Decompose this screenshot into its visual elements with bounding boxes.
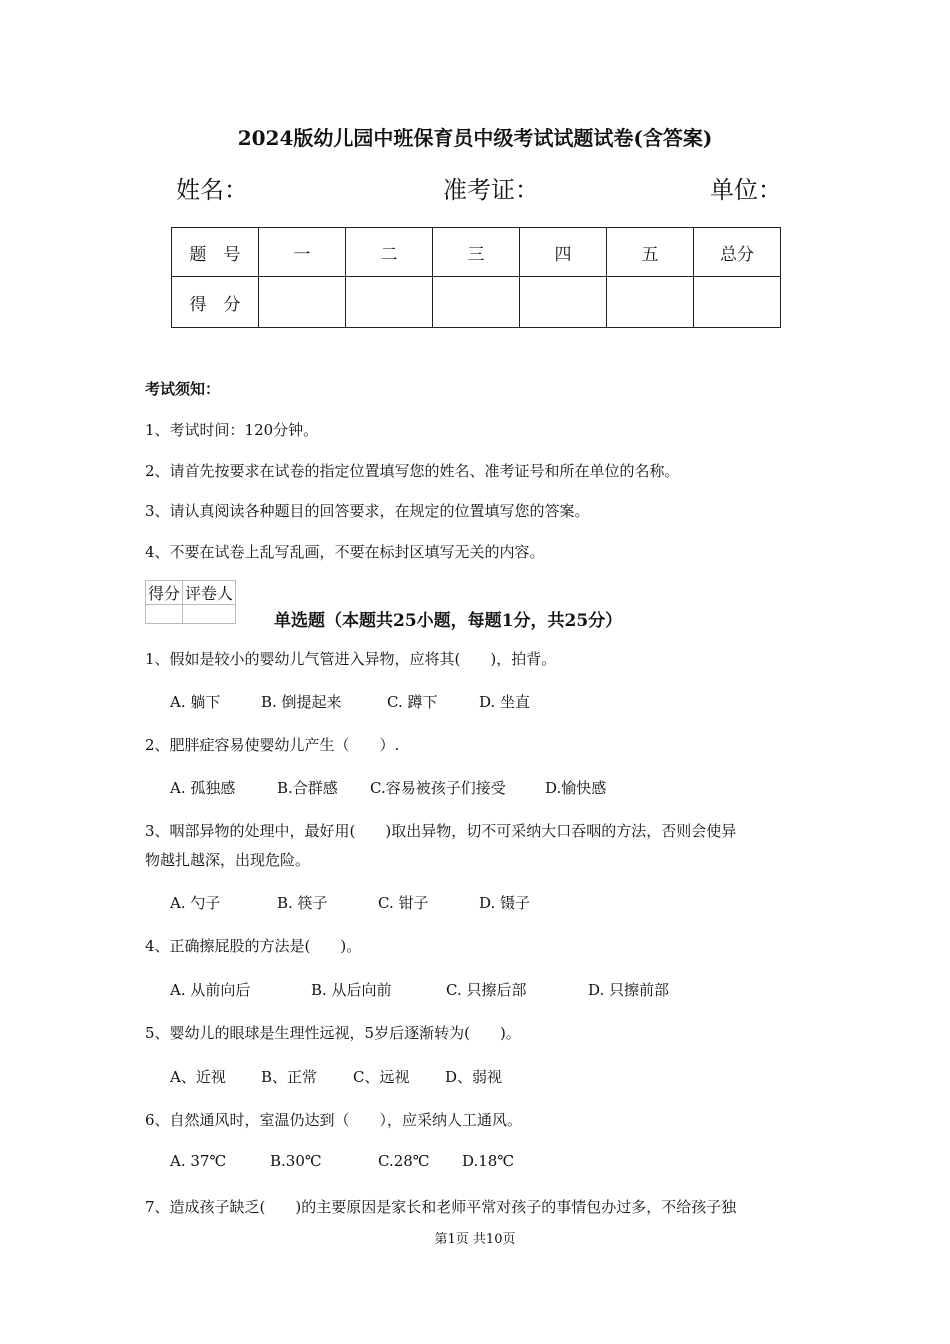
question-option: B. 倒提起来: [261, 693, 342, 711]
notice-title: 考试须知：: [145, 380, 221, 398]
question-option: B.30℃: [270, 1152, 322, 1170]
grader-name-cell: [183, 605, 236, 624]
question-option: C. 只擦后部: [446, 981, 527, 999]
question-option: A. 37℃: [170, 1152, 227, 1170]
score-table: [171, 227, 781, 328]
score-cell: [259, 277, 346, 328]
notice-item: 4、不要在试卷上乱写乱画，不要在标封区填写无关的内容。: [145, 543, 545, 561]
score-cell: [433, 277, 520, 328]
question-option: D. 镊子: [479, 894, 531, 912]
question-option: C. 蹲下: [387, 693, 438, 711]
question-option: A. 孤独感: [170, 779, 236, 797]
notice-item: 1、考试时间：120分钟。: [145, 421, 319, 439]
question-option: B. 从后向前: [311, 981, 392, 999]
page-footer: 第1页 共10页: [434, 1232, 516, 1247]
score-cell: [607, 277, 694, 328]
score-table-header-cell: 二: [346, 228, 433, 277]
question-text: 1、假如是较小的婴幼儿气管进入异物，应将其( )，拍背。: [145, 650, 557, 668]
question-option: C.容易被孩子们接受: [370, 779, 506, 797]
score-table-header-cell: 四: [520, 228, 607, 277]
question-option: A、近视: [170, 1068, 226, 1086]
score-table-score-row: [172, 277, 781, 328]
document-title: 2024版幼儿园中班保育员中级考试试题试卷(含答案): [237, 126, 713, 150]
question-option: D.18℃: [462, 1152, 515, 1170]
question-option: B. 筷子: [277, 894, 328, 912]
grader-score-cell: [146, 605, 183, 624]
score-table-header-cell: 题 号: [172, 228, 259, 277]
notice-item: 3、请认真阅读各种题目的回答要求，在规定的位置填写您的答案。: [145, 502, 590, 520]
score-row-label: 得 分: [172, 277, 259, 328]
question-option: D.愉快感: [545, 779, 607, 797]
score-table-header-cell: 总分: [694, 228, 781, 277]
unit-field-label: 单位：: [710, 176, 782, 204]
score-table-header-cell: 一: [259, 228, 346, 277]
score-table-header-cell: 三: [433, 228, 520, 277]
question-option: D、弱视: [445, 1068, 503, 1086]
question-option: C、远视: [353, 1068, 410, 1086]
exam-number-field-label: 准考证：: [443, 176, 539, 204]
question-text: 5、婴幼儿的眼球是生理性远视，5岁后逐渐转为( )。: [145, 1024, 521, 1042]
question-option: A. 躺下: [170, 693, 221, 711]
score-cell: [694, 277, 781, 328]
grader-box: [145, 580, 236, 624]
section-title: 单选题（本题共25小题，每题1分，共25分）: [274, 611, 623, 631]
question-text: 4、正确擦屁股的方法是( )。: [145, 937, 362, 955]
question-option: D. 只擦前部: [588, 981, 670, 999]
grader-score-label: 得分: [146, 581, 183, 605]
question-text: 2、肥胖症容易使婴幼儿产生（ ）.: [145, 736, 400, 754]
question-option: C. 钳子: [378, 894, 429, 912]
score-table-header-row: [172, 228, 781, 277]
score-table-header-cell: 五: [607, 228, 694, 277]
question-option: A. 从前向后: [170, 981, 251, 999]
question-text: 6、自然通风时，室温仍达到（ ），应采纳人工通风。: [145, 1111, 523, 1129]
question-option: C.28℃: [378, 1152, 430, 1170]
question-option: D. 坐直: [479, 693, 531, 711]
question-text: 7、造成孩子缺乏( )的主要原因是家长和老师平常对孩子的事情包办过多，不给孩子独: [145, 1198, 737, 1216]
name-field-label: 姓名：: [176, 176, 248, 204]
grader-box-header-row: [146, 581, 236, 605]
question-text: 3、咽部异物的处理中，最好用( )取出异物，切不可采纳大口吞咽的方法，否则会使异: [145, 822, 737, 840]
question-text-continued: 物越扎越深，出现危险。: [145, 851, 311, 869]
notice-item: 2、请首先按要求在试卷的指定位置填写您的姓名、准考证号和所在单位的名称。: [145, 462, 680, 480]
score-cell: [520, 277, 607, 328]
grader-box-blank-row: [146, 605, 236, 624]
score-cell: [346, 277, 433, 328]
question-option: A. 勺子: [170, 894, 221, 912]
question-option: B、正常: [261, 1068, 318, 1086]
question-option: B.合群感: [277, 779, 338, 797]
grader-name-label: 评卷人: [183, 581, 236, 605]
